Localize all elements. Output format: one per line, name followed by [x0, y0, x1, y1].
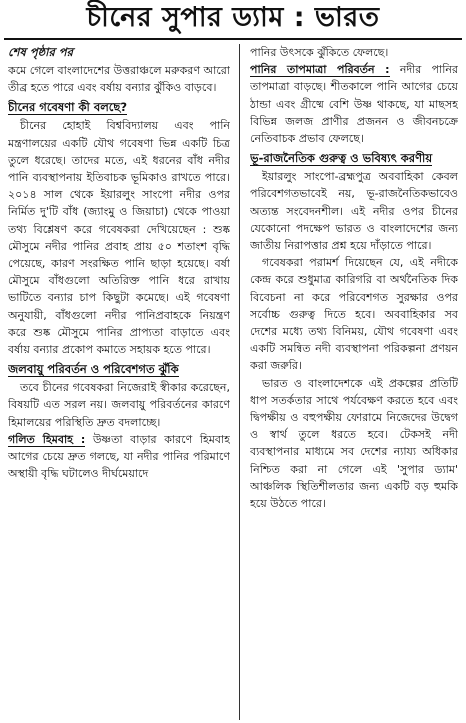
lead-water-temperature	[250, 63, 390, 77]
right-column	[250, 44, 458, 720]
left-paragraph-1: কমে গেলে বাংলাদেশের উত্তরাঞ্চলে মরুকরণ আরো তীব্র হতে পারে এবং বর্ষায় বন্যার ঝুঁকিও বাড়বে।	[8, 64, 230, 95]
left-paragraph-4	[8, 431, 230, 483]
subhead-geopolitics	[250, 150, 458, 167]
subhead-climate-text: জলবায়ু পরিবর্তন ও পরিবেশগত ঝুঁকি	[8, 362, 179, 377]
left-paragraph-2: চীনের হোহাই বিশ্ববিদ্যালয় এবং পানি মন্ত্রণালয়ের একটি যৌথ গবেষণা ভিন্ন একটি চিত্র তুলে ধরেছে। তাদের মতে, এই ধরনের বাঁধ নদীর পানি ব্যবস্থাপনায় ইতিবাচক ভূমিকাও রাখতে পারে। ২০১৪ সাল থেকে ইয়ারলুং সাংপো নদীর ওপর নির্মিত দু'টি বাঁধ (জ্যাংমু ও জিয়াচা) থেকে পাওয়া তথ্য বিশ্লেষণ করে গবেষকরা দেখিয়েছেন : শুষ্ক মৌসুমে নদীর পানির প্রবাহ প্রায় ৫০ শতাংশ বৃদ্ধি পেয়েছে, কারণ সংরক্ষিত পানি ছাড়া হয়েছে। বর্ষা মৌসুমে বাঁধগুলো অতিরিক্ত পানি ধরে রাখায় ভাটিতে বন্যার চাপ কিছুটা কমেছে। এই গবেষণা অনুযায়ী, বাঁধগুলো নদীর পানিপ্রবাহকে নিয়ন্ত্রণ করে শুষ্ক মৌসুমে পানির প্রাপ্যতা বাড়াতে এবং বর্ষায় বন্যার প্রকোপ কমাতে সহায়ক হতে পারে।	[8, 119, 230, 357]
right-paragraph-3: ইয়ারলুং সাংপো-ব্রহ্মপুত্র অববাহিকা কেবল পরিবেশগতভাবেই নয়, ভূ-রাজনৈতিকভাবেও অত্যন্ত সংবেদনশীল। এই নদীর ওপর চীনের যেকোনো পদক্ষেপ ভারত ও বাংলাদেশের জন্য জাতীয় নিরাপত্তার প্রশ্ন হয়ে দাঁড়াতে পারে।	[250, 170, 458, 253]
right-paragraph-4: গবেষকরা পরামর্শ দিয়েছেন যে, এই নদীকে কেন্দ্র করে শুধুমাত্র কারিগরি বা অর্থনৈতিক দিক বিবেচনা না করে পরিবেশগত সুরক্ষার ওপর সর্বোচ্চ গুরুত্ব দিতে হবে। অববাহিকার সব দেশের মধ্যে তথ্য বিনিময়, যৌথ গবেষণা এবং একটি সমন্বিত নদী ব্যবস্থাপনা পরিকল্পনা প্রণয়ন করা জরুরি।	[250, 256, 458, 373]
column-divider	[239, 44, 240, 720]
lead-glacier	[8, 433, 85, 447]
continued-from-label: শেষ পৃষ্ঠার পর	[8, 45, 73, 59]
subhead-geopolitics-text: ভূ-রাজনৈতিক গুরুত্ব ও ভবিষ্যৎ করণীয়	[250, 151, 433, 166]
right-paragraph-5: ভারত ও বাংলাদেশকে এই প্রকল্পের প্রতিটি ধাপ সতর্কতার সাথে পর্যবেক্ষণ করতে হবে এবং দ্বিপক্ষীয় ও বহুপক্ষীয় ফোরামে নিজেদের উদ্বেগ ও স্বার্থ তুলে ধরতে হবে। টেকসই নদী ব্যবস্থাপনার মাধ্যমে সব দেশের ন্যায্য অধিকার নিশ্চিত করা না গেলে এই 'সুপার ড্যাম' আঞ্চলিক স্থিতিশীলতার জন্য একটি বড় হুমকি হয়ে উঠতে পারে।	[250, 376, 458, 511]
lead-water-temperature-text: পানির তাপমাত্রা পরিবর্তন :	[250, 63, 390, 77]
right-paragraph-2-text: নদীর পানির তাপমাত্রা বাড়ছে। শীতকালে পানি আগের চেয়ে ঠান্ডা এবং গ্রীষ্মে বেশি উষ্ণ থাকছে, যা মাছসহ বিভিন্ন জলজ প্রাণীর প্রজনন ও জীবনচক্রে নেতিবাচক প্রভাব ফেলছে।	[250, 63, 458, 146]
right-paragraph-1: পানির উৎসকে ঝুঁকিতে ফেলছে।	[250, 46, 389, 59]
left-paragraph-4-text: উষ্ণতা বাড়ার কারণে হিমবাহ আগের চেয়ে দ্রুত গলছে, যা নদীর পানির পরিমাণে অস্থায়ী বৃদ্ধি ঘটালেও দীর্ঘমেয়াদে	[8, 432, 230, 481]
subhead-climate	[8, 361, 230, 378]
headline-rule	[4, 38, 462, 40]
lead-glacier-text: গলিত হিমবাহ :	[8, 432, 86, 446]
headline: চীনের সুপার ড্যাম : ভারত	[86, 2, 380, 33]
subhead-research	[8, 99, 230, 116]
right-paragraph-2	[250, 61, 458, 147]
left-paragraph-3: তবে চীনের গবেষকরা নিজেরাই স্বীকার করেছেন, বিষয়টি এত সরল নয়। জলবায়ু পরিবর্তনের কারণে হিমালয়ের পরিস্থিতি দ্রুত বদলাচ্ছে।	[8, 381, 230, 429]
left-column	[8, 44, 230, 720]
subhead-research-text: চীনের গবেষণা কী বলছে?	[8, 100, 128, 115]
